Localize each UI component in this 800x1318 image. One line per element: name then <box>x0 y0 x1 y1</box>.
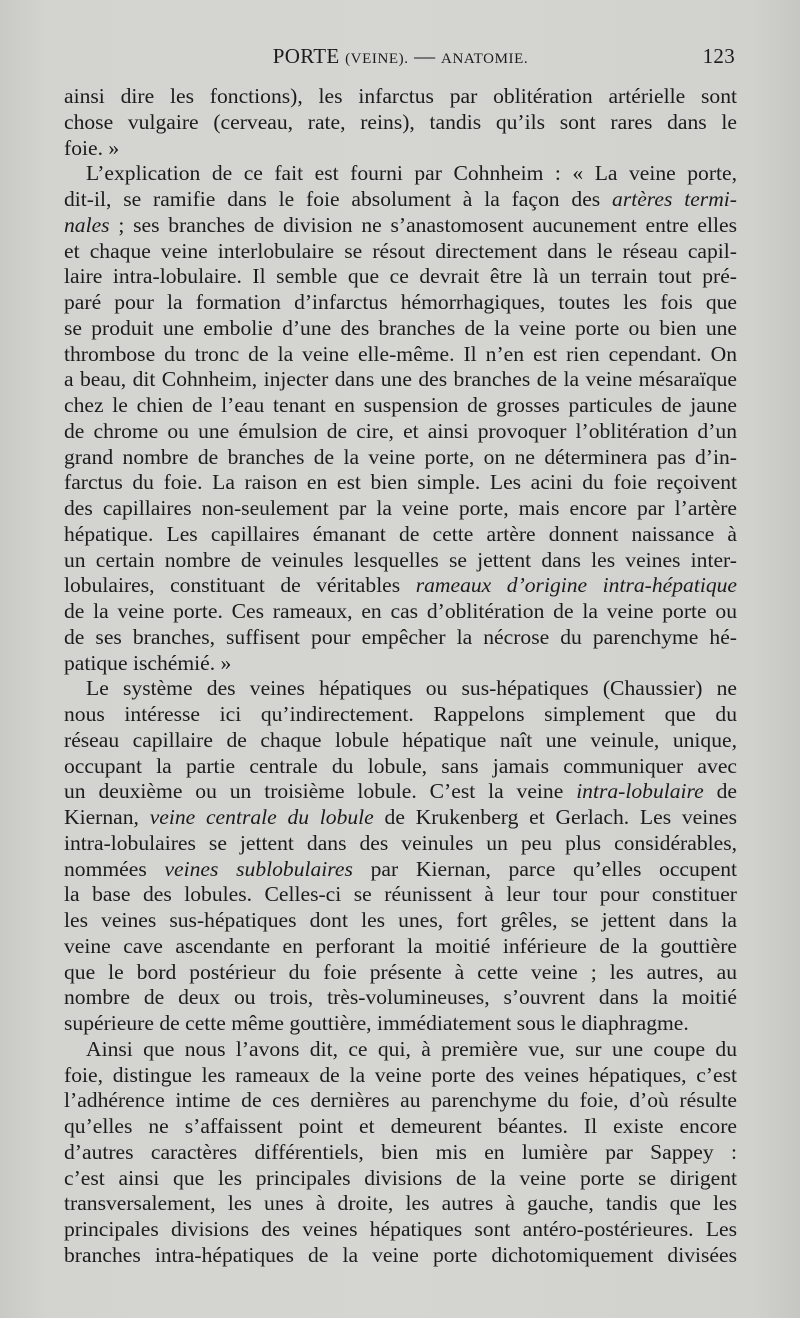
text-line <box>64 857 737 883</box>
italic-text: intra-lobulaire <box>576 779 704 804</box>
line-text: l’adhérence intime de ces dernières au parenchyme du foie, d’où résulte <box>64 1088 737 1113</box>
line-text: Kiernan, <box>64 805 150 829</box>
text-line <box>64 728 737 754</box>
line-text: lobulaires, constituant de véritables <box>64 573 416 598</box>
line-text: Ainsi que nous l’avons dit, ce qui, à première vue, sur une coupe du <box>86 1036 737 1061</box>
line-text: nous intéresse ici qu’indirectement. Rappelons simplement que du <box>64 702 737 726</box>
line-text: dit-il, se ramifie dans le foie absolument à la façon des <box>64 187 613 211</box>
text-line <box>64 882 737 908</box>
text-line <box>64 161 737 187</box>
italic-text: nales <box>64 212 110 237</box>
text-line <box>64 548 737 574</box>
line-text: de Krukenberg et Gerlach. Les veines <box>373 805 737 829</box>
line-text: c’est ainsi que les principales divisions de la veine porte se dirigent <box>64 1165 737 1190</box>
line-text: paré pour la formation d’infarctus hémorrhagiques, toutes les fois que <box>64 290 737 314</box>
title-main: PORTE <box>272 44 340 68</box>
text-line <box>64 1114 737 1140</box>
text-line <box>64 1166 737 1192</box>
text-line <box>64 239 737 265</box>
text-line <box>64 522 737 548</box>
line-text: réseau capillaire de chaque lobule hépatique naît une veinule, unique, <box>64 727 737 752</box>
text-line <box>64 419 737 445</box>
line-text: de ses branches, suffisent pour empêcher la nécrose du parenchyme hé- <box>64 624 737 649</box>
text-line <box>64 316 737 342</box>
text-line <box>64 110 737 136</box>
title-sub: (VEINE). <box>345 51 409 67</box>
line-text: de la veine porte. Ces rameaux, en cas d’oblitération de la veine porte ou <box>64 599 737 623</box>
line-text: veine cave ascendante en perforant la moitié inférieure de la gouttière <box>64 933 737 958</box>
line-text: chez le chien de l’eau tenant en suspension de grosses particules de jaune <box>64 393 737 417</box>
title-section: ANATOMIE. <box>441 51 529 67</box>
line-text: ; ses branches de division ne s’anastomosent aucunement entre elles <box>109 212 737 237</box>
italic-text: veines sublobulaires <box>164 856 353 881</box>
line-text: occupant la partie centrale du lobule, sans jamais communiquer avec <box>64 753 737 778</box>
text-line <box>64 213 737 239</box>
line-text: ainsi dire les fonctions), les infarctus par oblitération artérielle sont <box>64 84 737 108</box>
text-line <box>64 290 737 316</box>
text-line <box>64 1217 737 1243</box>
text-line <box>64 908 737 934</box>
text-line <box>64 625 737 651</box>
line-text: transversalement, les unes à droite, les autres à gauche, tandis que les <box>64 1191 737 1216</box>
text-line <box>64 651 737 677</box>
line-text: la base des lobules. Celles-ci se réunissent à leur tour pour constituer <box>64 882 737 907</box>
text-line <box>64 187 737 213</box>
body-text <box>64 84 737 1269</box>
text-line <box>64 1063 737 1089</box>
text-line <box>64 1088 737 1114</box>
text-line <box>64 470 737 496</box>
line-text: supérieure de cette même gouttière, immédiatement sous le diaphragme. <box>64 1011 689 1035</box>
text-line <box>64 960 737 986</box>
line-text: principales divisions des veines hépatiques sont antéro-postérieures. Les <box>64 1217 737 1241</box>
line-text: laire intra-lobulaire. Il semble que ce devrait être là un terrain tout pré- <box>64 264 737 289</box>
line-text: thrombose du tronc de la veine elle-même. Il n’en est rien cependant. On <box>64 341 737 366</box>
text-line <box>64 599 737 625</box>
text-line <box>64 1140 737 1166</box>
text-line <box>64 831 737 857</box>
text-line <box>64 1243 737 1269</box>
text-line <box>64 985 737 1011</box>
text-line <box>64 754 737 780</box>
line-text: les veines sus-hépatiques dont les unes, fort grêles, se jettent dans la <box>64 908 737 932</box>
italic-text: rameaux d’origine intra-hépatique <box>415 573 737 598</box>
text-line <box>64 367 737 393</box>
line-text: farctus du foie. La raison en est bien simple. Les acini du foie reçoivent <box>64 470 737 495</box>
line-text: hépatique. Les capillaires émanant de cette artère donnent naissance à <box>64 521 737 546</box>
text-line <box>64 136 737 162</box>
text-line <box>64 264 737 290</box>
text-line <box>64 445 737 471</box>
italic-text: veine centrale du lobule <box>149 805 374 829</box>
text-line <box>64 573 737 599</box>
line-text: L’explication de ce fait est fourni par Cohnheim : « La veine porte, <box>86 161 737 186</box>
text-line <box>64 1011 737 1037</box>
line-text: se produit une embolie d’une des branches de la veine porte ou bien une <box>64 315 737 340</box>
line-text: a beau, dit Cohnheim, injecter dans une des branches de la veine mésaraïque <box>64 367 737 392</box>
text-line <box>64 84 737 110</box>
line-text: d’autres caractères différentiels, bien mis en lumière par Sappey : <box>64 1139 737 1164</box>
text-line <box>64 1037 737 1063</box>
text-line <box>64 702 737 728</box>
line-text: patique ischémié. » <box>64 650 232 675</box>
running-header <box>64 44 737 74</box>
text-line <box>64 779 737 805</box>
text-line <box>64 805 737 831</box>
line-text: de chrome ou une émulsion de cire, et ainsi provoquer l’oblitération d’un <box>64 418 737 443</box>
line-text: foie. » <box>64 135 120 160</box>
text-line <box>64 934 737 960</box>
running-title <box>64 44 737 69</box>
line-text: intra-lobulaires se jettent dans des veinules un peu plus considérables, <box>64 830 737 855</box>
line-text: de <box>703 779 737 804</box>
line-text: nommées <box>64 856 165 881</box>
line-text: nombre de deux ou trois, très-volumineuses, s’ouvrent dans la moitié <box>64 985 737 1010</box>
text-line <box>64 1191 737 1217</box>
line-text: que le bord postérieur du foie présente à cette veine ; les autres, au <box>64 959 737 984</box>
title-separator: — <box>408 44 442 68</box>
text-line <box>64 496 737 522</box>
italic-text: artères termi- <box>612 187 737 211</box>
line-text: qu’elles ne s’affaissent point et demeurent béantes. Il existe encore <box>64 1114 737 1138</box>
text-line <box>64 393 737 419</box>
line-text: chose vulgaire (cerveau, rate, reins), tandis qu’ils sont rares dans le <box>64 109 737 134</box>
line-text: un certain nombre de veinules lesquelles se jettent dans les veines inter- <box>64 547 737 572</box>
line-text: et chaque veine interlobulaire se résout directement dans le réseau capil- <box>64 238 737 263</box>
text-line <box>64 342 737 368</box>
line-text: des capillaires non-seulement par la veine porte, mais encore par l’artère <box>64 496 737 520</box>
line-text: un deuxième ou un troisième lobule. C’est la veine <box>64 779 577 804</box>
line-text: par Kiernan, parce qu’elles occupent <box>352 856 737 881</box>
text-line <box>64 676 737 702</box>
line-text: branches intra-hépatiques de la veine porte dichotomiquement divisées <box>64 1242 737 1267</box>
page-number: 123 <box>702 44 735 68</box>
line-text: foie, distingue les rameaux de la veine porte des veines hépatiques, c’est <box>64 1062 737 1087</box>
line-text: Le système des veines hépatiques ou sus-hépatiques (Chaussier) ne <box>86 676 737 701</box>
line-text: grand nombre de branches de la veine porte, on ne déterminera pas d’in- <box>64 444 737 469</box>
